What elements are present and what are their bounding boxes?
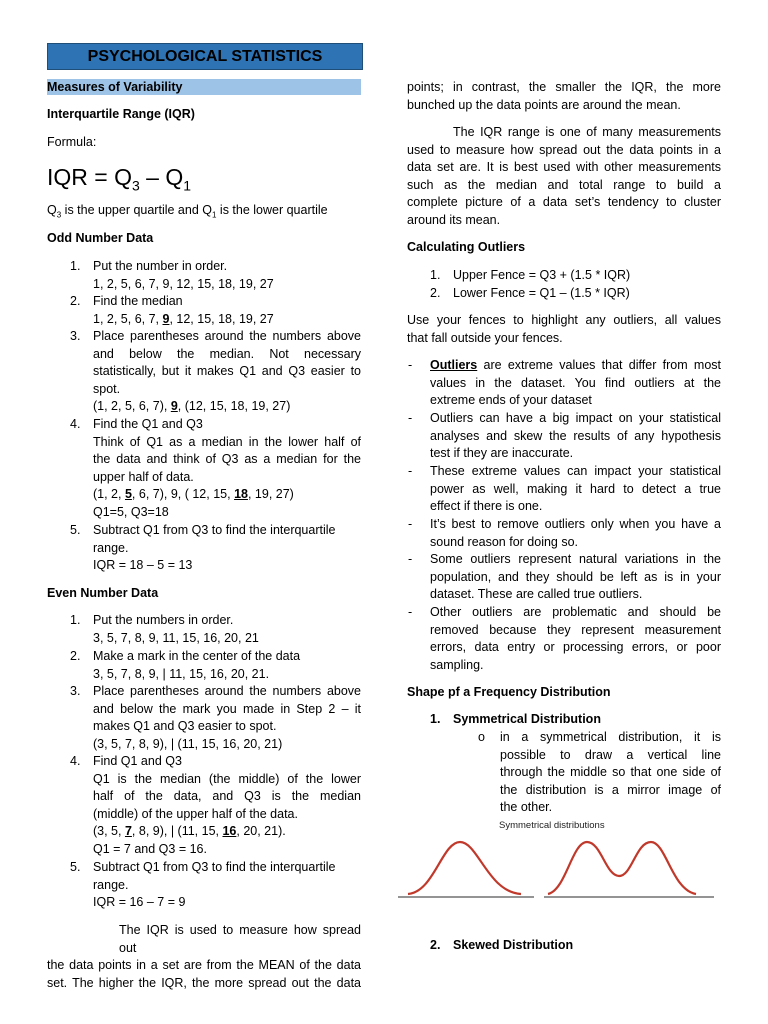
unimodal-curve: [408, 842, 521, 894]
list-item: 3.: [70, 684, 81, 698]
odd-heading: Odd Number Data: [47, 231, 154, 245]
list-item: 2.: [430, 938, 441, 952]
list-item: 1.: [70, 613, 81, 627]
fence-note: Use your fences to highlight any outliers, all values that fall outside your fences.: [407, 313, 721, 345]
list-item: 2.: [70, 294, 81, 308]
list-item-text: Find the Q1 and Q3 Think of Q1 as a median in the lower half of the data and think of Q3 as a median for the upper half of data. (1, 2, 5, 6, 7), 9, ( 12, 15, 18, 19, 27) Q1=5, Q3=18: [93, 417, 361, 519]
list-item: 3.: [70, 329, 81, 343]
list-item-text: Some outliers represent natural variations in the population, and they should be left as is in your dataset. These are called true outliers.: [430, 552, 721, 602]
list-item-text: Place parentheses around the numbers above and below the median. Not necessary statistically, but it makes Q1 and Q3 easier to spot. (1, 2, 5, 6, 7), 9, (12, 15, 18, 19, 27): [93, 329, 361, 414]
dash-bullet: -: [408, 358, 413, 372]
list-item: 2.: [430, 286, 441, 300]
dash-bullet: -: [408, 411, 413, 425]
iqr-heading: Interquartile Range (IQR): [47, 107, 195, 121]
list-item-text: Place parentheses around the numbers above and below the mark you made in Step 2 – it makes Q1 and Q3 easier to spot. (3, 5, 7, 8, 9), | (11, 15, 16, 20, 21): [93, 684, 361, 751]
list-item: 4.: [70, 754, 81, 768]
skewed-heading: Skewed Distribution: [453, 938, 574, 952]
list-item: 1.: [430, 268, 441, 282]
paragraph-continued: points; in contrast, the smaller the IQR, the more bunched up the data points are around the mean.: [407, 80, 721, 112]
shape-heading: Shape pf a Frequency Distribution: [407, 685, 611, 699]
list-item: 2.: [70, 649, 81, 663]
list-item-text: Outliers are extreme values that differ from most values in the dataset. You find outliers at the extreme ends of your dataset: [430, 358, 721, 408]
dash-bullet: -: [408, 464, 413, 478]
quartile-note: $Q_3$ is the upper quartile and $Q_1$ is the lower quartile: [47, 203, 328, 220]
list-item-text: Subtract Q1 from Q3 to find the interquartile range. IQR = 16 – 7 = 9: [93, 860, 336, 910]
list-item-text: These extreme values can impact your statistical power as well, making it hard to detect a true effect if there is one.: [430, 464, 721, 514]
list-item-text: It’s best to remove outliers only when you have a sound reason for doing so.: [430, 517, 721, 549]
paragraph-iqr-range: The IQR range is one of many measurements used to measure how spread out the data points in a data set are. It is best used with other measurements such as the median and total range to build a complete picture of a data set’s tendency to cluster around its mean.: [407, 125, 721, 227]
list-item-text: Put the number in order. 1, 2, 5, 6, 7, 9, 12, 15, 18, 19, 27: [93, 259, 274, 291]
list-item-text: Outliers can have a big impact on your statistical analyses and skew the results of any hypothesis test if they are inaccurate.: [430, 411, 721, 461]
list-item-text: Put the numbers in order. 3, 5, 7, 8, 9, 11, 15, 16, 20, 21: [93, 613, 259, 645]
list-item: 5.: [70, 860, 81, 874]
list-item: 1.: [70, 259, 81, 273]
lower-fence: Lower Fence = Q1 – (1.5 * IQR): [453, 286, 630, 300]
list-item-text: Make a mark in the center of the data 3, 5, 7, 8, 9, | 11, 15, 16, 20, 21.: [93, 649, 301, 681]
figure-caption: Symmetrical distributions: [499, 820, 605, 831]
even-heading: Even Number Data: [47, 586, 159, 600]
dash-bullet: -: [408, 552, 413, 566]
list-item-text: Find Q1 and Q3 Q1 is the median (the middle) of the lower half of the data, and Q3 is the median (middle) of the upper half of the data. (3, 5, 7, 8, 9), | (11, 15, 16, 20, 21). Q1 = 7 and Q3 = 16.: [93, 754, 361, 856]
list-item-text: Other outliers are problematic and should be removed because they represent measurement errors, data entry or processing errors, or poor sampling.: [430, 605, 721, 672]
dash-bullet: -: [408, 517, 413, 531]
list-item: 1.: [430, 712, 441, 726]
symmetrical-description: in a symmetrical distribution, it is possible to draw a vertical line through the middle so that one side of the distribution is a mirror image of the other.: [500, 730, 721, 815]
circle-bullet-icon: o: [478, 730, 485, 744]
list-item: 5.: [70, 523, 81, 537]
symmetrical-distributions-figure: [396, 834, 716, 904]
outliers-heading: Calculating Outliers: [407, 240, 526, 254]
iqr-formula: IQR = $Q_3 - Q_1$: [47, 164, 192, 194]
bimodal-curve: [548, 842, 696, 894]
upper-fence: Upper Fence = Q3 + (1.5 * IQR): [453, 268, 631, 282]
list-item: 4.: [70, 417, 81, 431]
section-heading: Measures of Variability: [47, 79, 361, 95]
symmetrical-heading: Symmetrical Distribution: [453, 712, 601, 726]
list-item-text: Subtract Q1 from Q3 to find the interquartile range. IQR = 18 – 5 = 13: [93, 523, 336, 573]
formula-label: Formula:: [47, 135, 97, 149]
page-title: PSYCHOLOGICAL STATISTICS: [47, 43, 363, 70]
dash-bullet: -: [408, 605, 413, 619]
closing-paragraph: The IQR is used to measure how spread out the data points in a set are from the MEAN of the data set. The higher the IQR, the more spread out the data: [47, 923, 361, 990]
list-item-text: Find the median 1, 2, 5, 6, 7, 9, 12, 15, 18, 19, 27: [93, 294, 274, 326]
